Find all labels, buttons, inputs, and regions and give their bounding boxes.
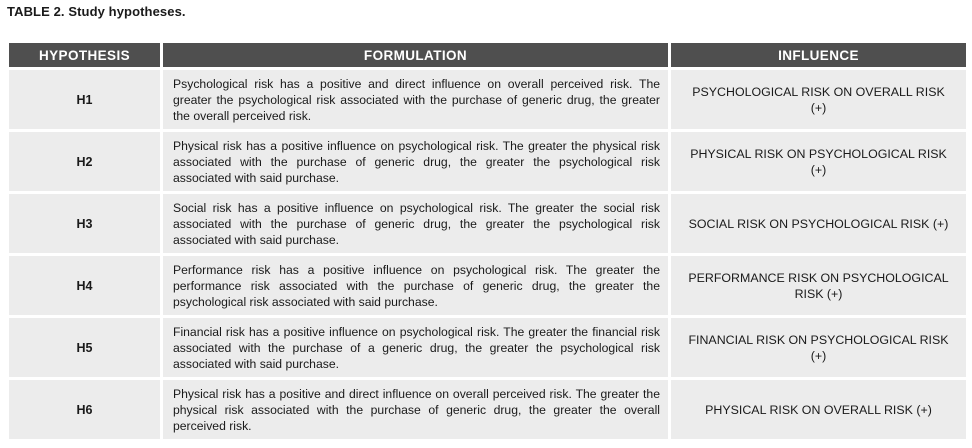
hypothesis-id: H1 <box>9 70 160 129</box>
hypothesis-id: H4 <box>9 256 160 315</box>
hypothesis-id: H2 <box>9 132 160 191</box>
table-row <box>9 318 966 377</box>
hypothesis-formulation: Psychological risk has a positive and direct influence on overall perceived risk. The greater the psychological risk associated with the purchase of generic drug, the greater the overall perceived risk. <box>163 70 668 129</box>
hypothesis-formulation: Physical risk has a positive and direct influence on overall perceived risk. The greater the physical risk associated with the purchase of generic drug, the greater the overall perceived risk. <box>163 380 668 439</box>
hypothesis-formulation: Physical risk has a positive influence on psychological risk. The greater the physical risk associated with the purchase of generic drug, the greater the psychological risk associated with said purchase. <box>163 132 668 191</box>
hypothesis-influence: PSYCHOLOGICAL RISK ON OVERALL RISK (+) <box>671 70 966 129</box>
hypothesis-id: H3 <box>9 194 160 253</box>
table-caption: TABLE 2. Study hypotheses. <box>7 4 186 19</box>
hypothesis-formulation: Social risk has a positive influence on psychological risk. The greater the social risk associated with the purchase of generic drug, the greater the psychological risk associated with said purchase. <box>163 194 668 253</box>
column-header-influence: INFLUENCE <box>671 43 966 67</box>
hypothesis-influence: FINANCIAL RISK ON PSYCHOLOGICAL RISK (+) <box>671 318 966 377</box>
table-row <box>9 70 966 129</box>
table-row <box>9 380 966 439</box>
hypothesis-influence: PHYSICAL RISK ON OVERALL RISK (+) <box>671 380 966 439</box>
table-row <box>9 194 966 253</box>
table-row <box>9 256 966 315</box>
hypothesis-influence: PHYSICAL RISK ON PSYCHOLOGICAL RISK (+) <box>671 132 966 191</box>
hypothesis-id: H6 <box>9 380 160 439</box>
hypothesis-formulation: Performance risk has a positive influence on psychological risk. The greater the performance risk associated with the purchase of generic drug, the greater the psychological risk associated with said purchase. <box>163 256 668 315</box>
hypotheses-table <box>6 40 969 442</box>
hypothesis-formulation: Financial risk has a positive influence on psychological risk. The greater the financial risk associated with the purchase of a generic drug, the greater the psychological risk associated with said purchase. <box>163 318 668 377</box>
hypothesis-influence: SOCIAL RISK ON PSYCHOLOGICAL RISK (+) <box>671 194 966 253</box>
hypothesis-influence: PERFORMANCE RISK ON PSYCHOLOGICAL RISK (+) <box>671 256 966 315</box>
column-header-formulation: FORMULATION <box>163 43 668 67</box>
table-row <box>9 132 966 191</box>
header-row <box>9 43 966 67</box>
hypothesis-id: H5 <box>9 318 160 377</box>
column-header-hypothesis: HYPOTHESIS <box>9 43 160 67</box>
